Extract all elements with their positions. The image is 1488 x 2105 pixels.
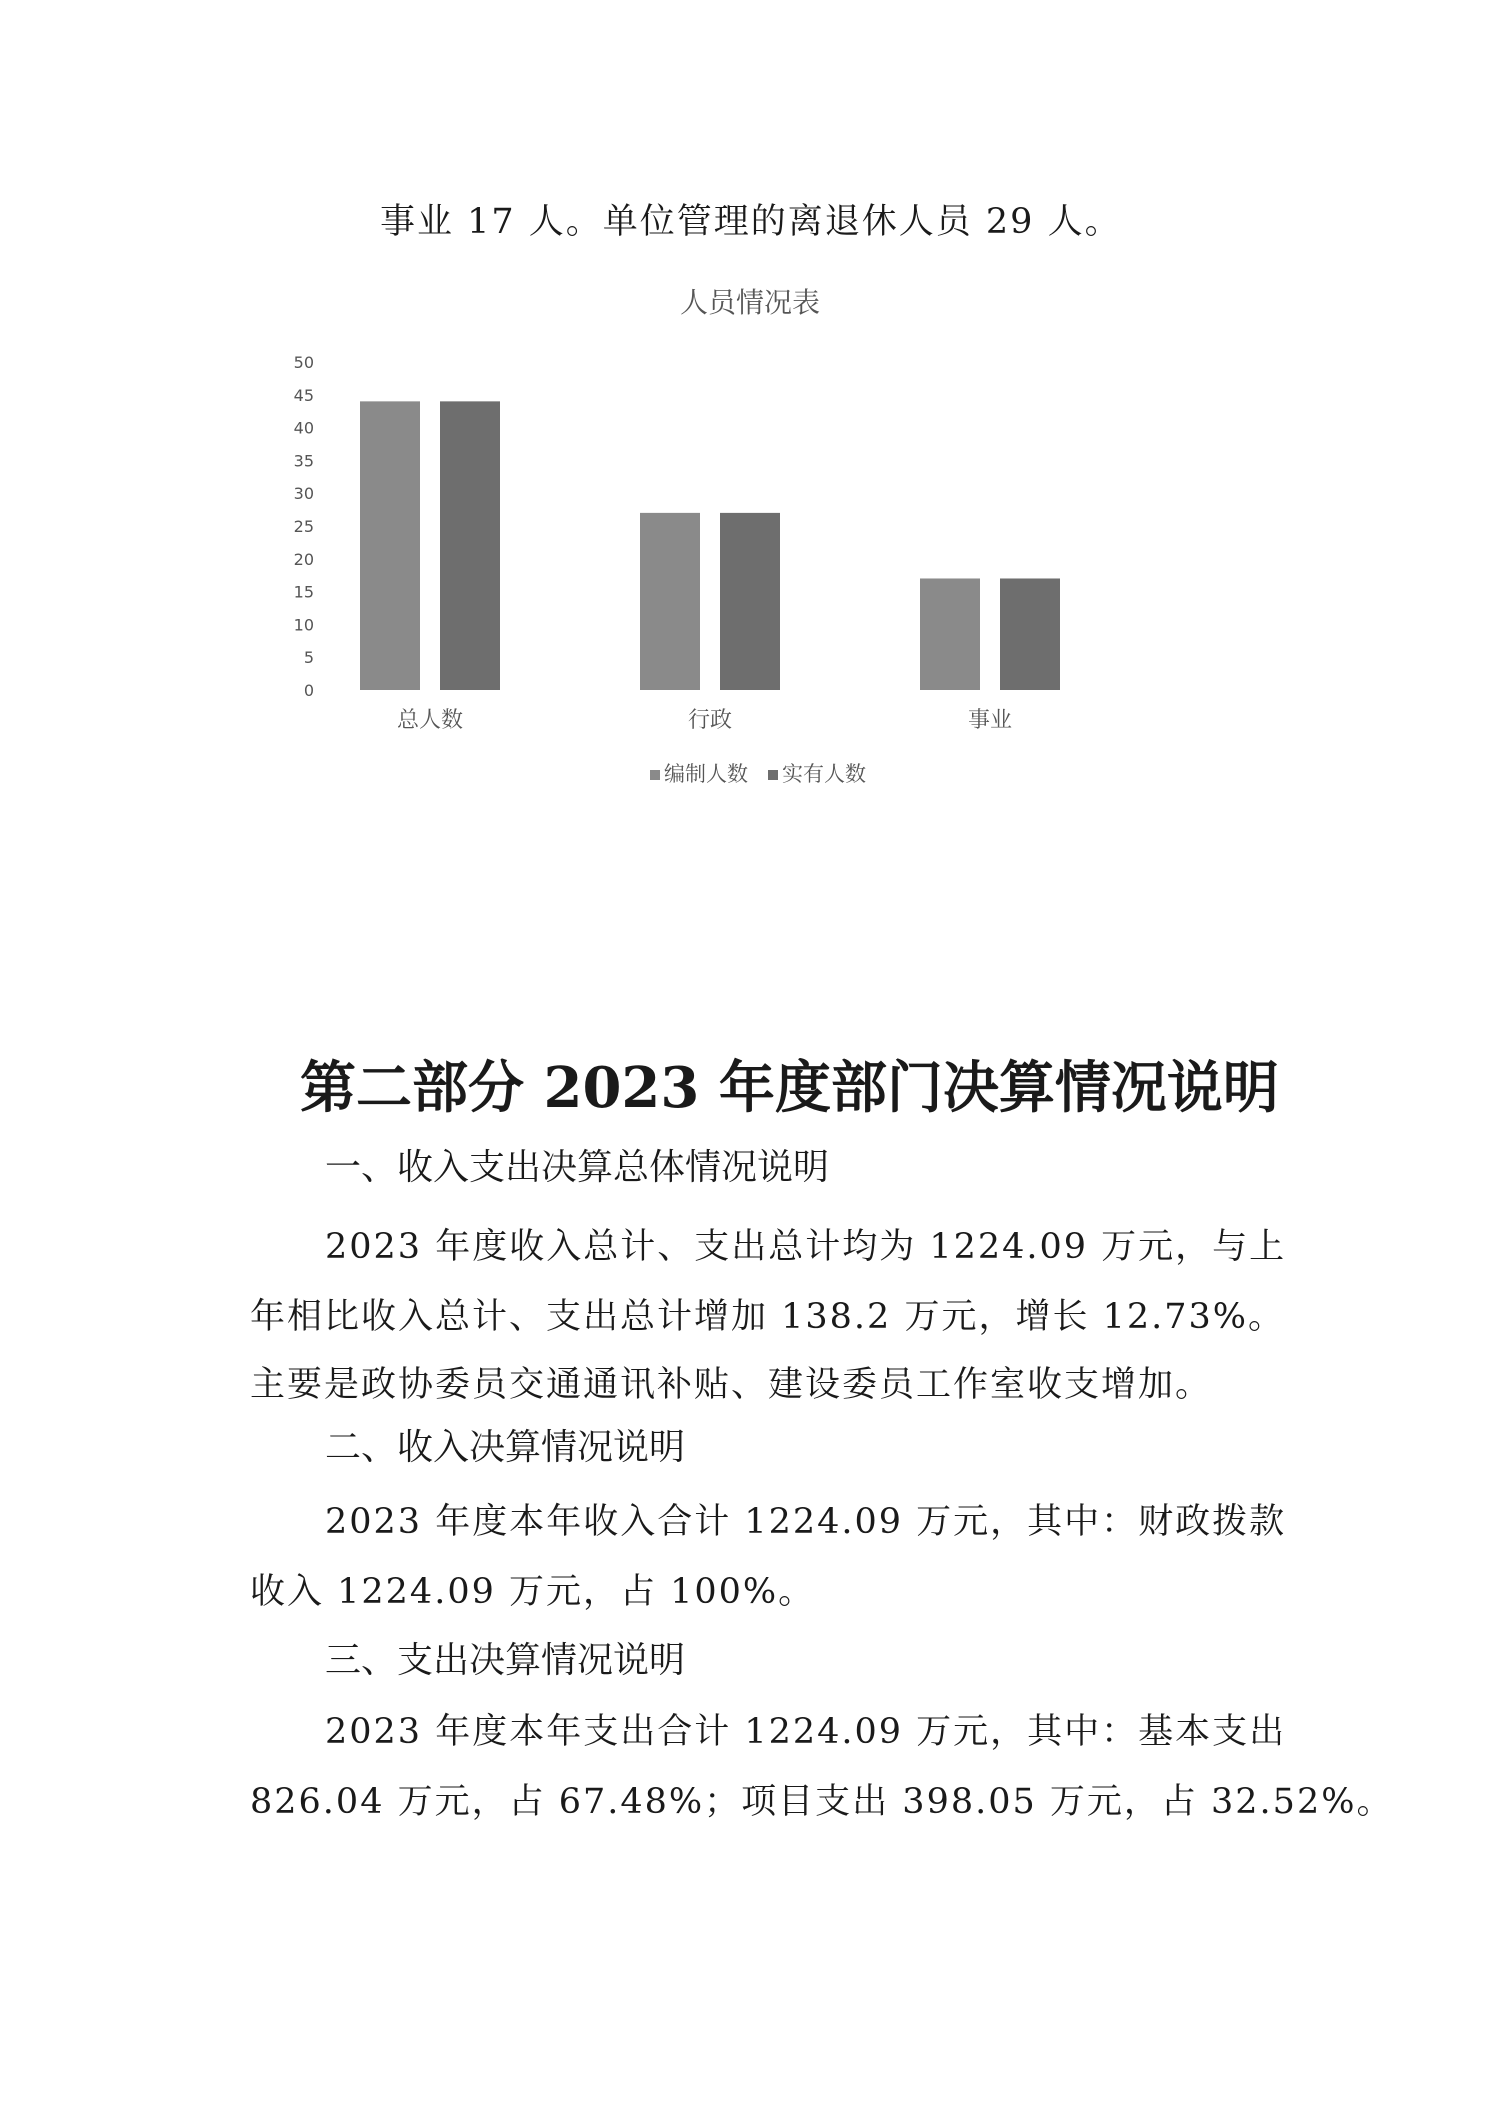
y-tick-label: 20 [293,549,314,569]
legend-label: 编制人数 [664,762,748,786]
personnel-chart [290,280,1190,800]
y-tick-label: 50 [293,353,314,372]
part-title: 第二部分 2023 年度部门决算情况说明 [300,1055,1279,1121]
section-3-line-1: 2023 年度本年支出合计 1224.09 万元，其中：基本支出 [325,1712,1287,1752]
y-tick-label: 45 [293,385,314,405]
section-1-line-3: 主要是政协委员交通通讯补贴、建设委员工作室收支增加。 [250,1365,1213,1405]
chart-legend [650,762,866,786]
section-1-line-2: 年相比收入总计、支出总计增加 138.2 万元，增长 12.73%。 [250,1297,1286,1337]
y-tick-label: 10 [293,615,314,635]
bar-1 [360,401,420,690]
chart-bars [360,401,1060,690]
x-tick-label: 事业 [967,708,1013,733]
section-3-heading: 三、支出决算情况说明 [325,1640,686,1681]
bar-2 [1000,578,1060,690]
section-1-heading: 一、收入支出决算总体情况说明 [325,1147,830,1188]
y-tick-label: 5 [303,648,314,668]
y-tick-label: 35 [293,451,314,471]
legend-swatch [768,770,778,780]
y-tick-label: 15 [293,582,314,602]
x-tick-label: 行政 [687,708,733,733]
bar-1 [640,513,700,690]
section-2-line-2: 收入 1224.09 万元，占 100%。 [250,1572,816,1612]
section-1-line-1: 2023 年度收入总计、支出总计均为 1224.09 万元，与上 [325,1227,1287,1267]
intro-line: 事业 17 人。单位管理的离退休人员 29 人。 [380,202,1122,242]
bar-2 [440,401,500,690]
x-tick-label: 总人数 [396,708,464,733]
chart-y-axis [294,353,314,700]
section-3-line-2: 826.04 万元，占 67.48%；项目支出 398.05 万元，占 32.52%。 [250,1782,1394,1822]
y-tick-label: 30 [293,484,314,504]
y-tick-label: 40 [293,418,314,438]
bar-2 [720,513,780,690]
section-2-line-1: 2023 年度本年收入合计 1224.09 万元，其中：财政拨款 [325,1502,1287,1542]
chart-x-axis [397,708,1012,733]
y-tick-label: 0 [303,681,314,700]
section-2-heading: 二、收入决算情况说明 [325,1427,686,1468]
legend-swatch [650,770,660,780]
chart-title: 人员情况表 [679,286,821,319]
legend-label: 实有人数 [782,762,866,786]
bar-1 [920,578,980,690]
y-tick-label: 25 [293,517,314,536]
